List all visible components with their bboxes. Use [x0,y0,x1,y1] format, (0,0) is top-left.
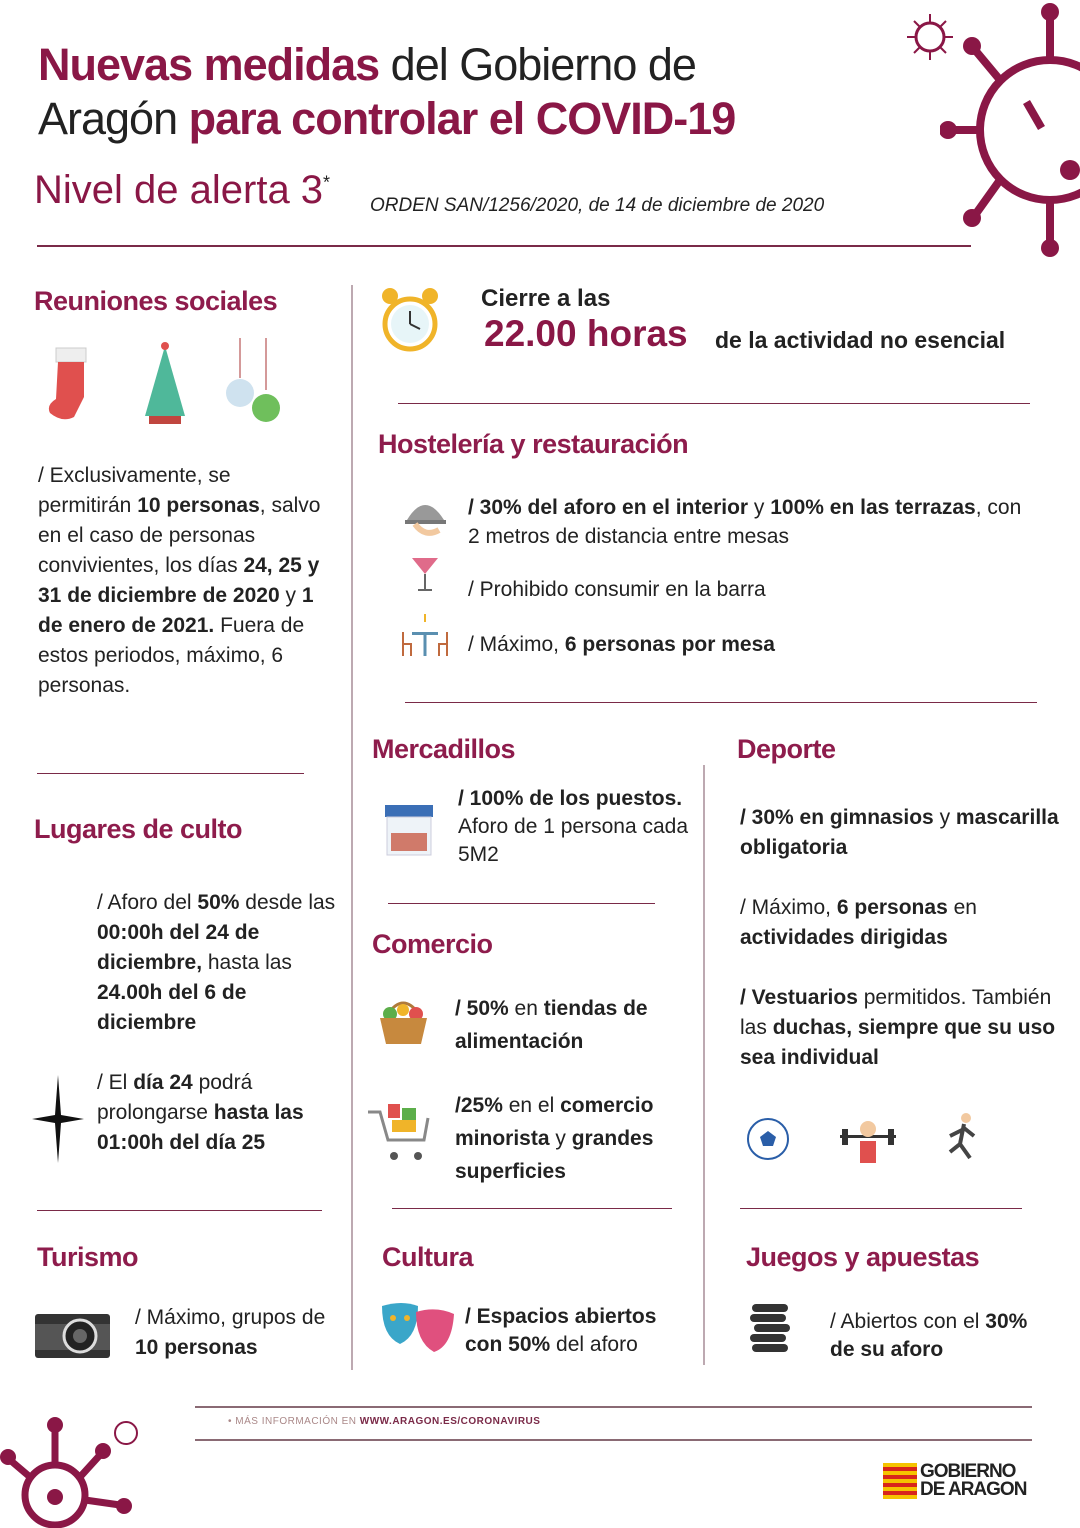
juegos-text [830,1308,1050,1364]
text-segment: Aragón [38,93,189,144]
virus-decoration-bottom-icon [0,1405,150,1528]
hosteleria-item-3 [468,630,1028,660]
alert-level-text: Nivel de alerta 3 [34,168,324,212]
christmas-stocking-icon [42,340,102,425]
text-segment: / Máximo, [468,633,565,656]
theater-masks-icon [380,1300,458,1355]
text-segment: , con 2 metros de distancia entre mesas [468,496,1022,548]
cierre-time: 22.00 horas [484,313,688,354]
text-segment: / 30% en gimnasios [740,806,934,829]
weightlifting-icon [838,1115,898,1167]
text-segment: en el [502,1094,561,1117]
divider [398,403,1030,404]
hosteleria-item-1 [468,493,1028,551]
text-segment: para controlar el COVID-19 [188,93,736,144]
star-sparkle-icon [32,1075,84,1163]
column-divider-right [703,765,705,1365]
divider [392,1208,672,1209]
alert-level [34,168,330,213]
turismo-text [135,1303,335,1363]
deporte-item-1 [740,803,1060,863]
text-segment: 6 personas por mesa [564,633,775,656]
text-segment: 50% [197,891,240,914]
text-segment: permitidos. También las [740,986,1052,1039]
text-segment: en [947,896,977,919]
small-virus-icon [905,12,955,62]
comercio-item-1 [455,992,695,1058]
christmas-tree-icon [135,338,195,428]
heading-deporte: Deporte [737,734,836,764]
text-segment: y [549,1127,572,1150]
order-reference: ORDEN SAN/1256/2020, de 14 de diciembre de 2020 [370,195,825,216]
text-segment: / 30% del aforo en el interior [468,496,749,519]
heading-cultura: Cultura [382,1242,473,1272]
divider [37,773,304,774]
text-segment: 00:00h del 24 de diciembre, [97,921,260,974]
heading-culto: Lugares de culto [34,814,243,844]
cocktail-glass-icon [410,550,440,595]
text-segment: / Máximo, grupos de [135,1306,326,1329]
text-segment: Nuevas medidas [38,39,380,90]
footer-divider-bottom [195,1439,1032,1441]
text-segment: en [508,997,544,1020]
cultura-text [465,1303,695,1359]
text-segment: / 100% de los puestos. [458,787,683,810]
virus-decoration-icon [940,0,1080,260]
alarm-clock-icon [380,284,440,359]
table-chairs-icon [400,612,450,660]
shopping-cart-icon [366,1100,432,1166]
deporte-item-2 [740,893,1060,953]
christmas-ornaments-icon [222,338,287,428]
column-divider-left [351,285,353,1370]
camera-icon [35,1308,110,1358]
text-segment: mascarilla obligatoria [740,806,1059,859]
heading-reuniones: Reuniones sociales [34,286,278,316]
heading-comercio: Comercio [372,929,493,959]
heading-hosteleria: Hostelería y restauración [378,429,689,459]
runner-icon [940,1112,980,1170]
more-info: • MÁS INFORMACIÓN EN WWW.ARAGON.ES/CORONAVIRUS [228,1416,541,1427]
cierre-label: Cierre a las [481,285,611,312]
text-segment: del aforo [550,1333,638,1356]
more-info-prefix: MÁS INFORMACIÓN EN [235,1416,360,1427]
text-segment: 30% de su aforo [830,1310,1028,1361]
text-segment: y [933,806,956,829]
hosteleria-item-2 [468,575,1028,605]
text-segment: desde las [239,891,336,914]
text-segment: y [279,584,302,607]
text-segment: 10 personas [137,494,260,517]
footer-divider-top [195,1406,1032,1408]
text-segment: / Prohibido consumir en la barra [468,578,766,601]
aragon-flag-icon [883,1463,917,1499]
divider [388,903,655,904]
text-segment: podrá prolongarse [97,1071,253,1124]
text-segment: grandes superficies [455,1127,654,1183]
heading-juegos: Juegos y apuestas [746,1242,980,1272]
heading-turismo: Turismo [37,1242,139,1272]
mercadillos-text [458,785,688,869]
text-segment: duchas, siempre que su uso sea individual [740,1016,1056,1069]
text-segment: hasta las [202,951,292,974]
text-segment: Aforo de 1 persona cada 5M2 [458,815,688,866]
text-segment: 100% en las terrazas [770,496,976,519]
more-info-link[interactable]: WWW.ARAGON.ES/CORONAVIRUS [359,1416,541,1427]
grocery-basket-icon [376,992,431,1047]
logo-line-2: DE ARAGON [920,1479,1027,1500]
text-segment: Fuera de estos periodos, máximo, 6 personas. [38,614,305,697]
logo-line-1: GOBIERNO [920,1461,1016,1482]
divider [405,702,1037,703]
text-segment: 24.00h del 6 de diciembre [97,981,247,1034]
text-segment: actividades dirigidas [740,926,948,949]
deporte-item-3 [740,983,1060,1073]
text-segment: / Aforo del [97,891,198,914]
casino-chips-icon [748,1302,792,1358]
text-segment: tiendas de alimentación [455,997,648,1053]
culto-item-1 [97,888,347,1038]
text-segment: 6 personas [836,896,948,919]
cierre-suffix: de la actividad no esencial [715,327,1006,353]
culto-item-2 [97,1068,337,1158]
reuniones-text [38,461,328,701]
text-segment: 1 de enero de 2021. [38,584,314,637]
text-segment: / Máximo, [740,896,837,919]
text-segment: , salvo en el caso de personas convivientes, los días [38,494,321,577]
heading-mercadillos: Mercadillos [372,734,516,764]
soccer-ball-icon [746,1117,790,1161]
text-segment: / El [97,1071,134,1094]
title-line-2 [38,92,735,146]
text-segment: / Abiertos con el [830,1310,986,1333]
market-stall-icon [383,803,435,858]
text-segment: hasta las 01:00h del día 25 [97,1101,304,1154]
header-divider [37,245,971,247]
serving-cloche-icon [403,490,448,540]
text-segment: y [748,496,771,519]
divider [37,1210,322,1211]
text-segment: / 50% [455,997,509,1020]
text-segment: 10 personas [135,1336,258,1359]
text-segment: 24, 25 y 31 de diciembre de 2020 [38,554,320,607]
text-segment: /25% [455,1094,503,1117]
title-line-1 [38,38,696,92]
text-segment: / Espacios abiertos con 50% [465,1305,657,1356]
text-segment: / Exclusivamente, se permitirán [38,464,231,517]
text-segment: / Vestuarios [740,986,858,1009]
text-segment: comercio minorista [455,1094,654,1150]
alert-asterisk: * [323,172,331,193]
text-segment: del Gobierno de [379,39,696,90]
text-segment: día 24 [133,1071,193,1094]
comercio-item-2 [455,1089,700,1188]
divider [740,1208,1022,1209]
